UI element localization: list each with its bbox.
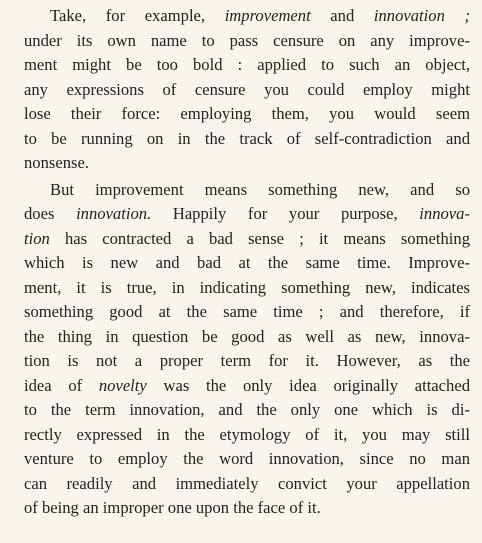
- text-line: [24, 496, 470, 521]
- text-run: the thing in question be good as well as new, innova-: [24, 326, 470, 346]
- text-run: of being an improper one upon the face of it.: [24, 498, 321, 517]
- text-line: [24, 29, 470, 54]
- text-run: something good at the same time ; and therefore, if: [24, 302, 470, 321]
- text-line: [24, 227, 470, 252]
- text-line: [24, 53, 470, 78]
- text-line: [24, 4, 470, 29]
- text-line: [24, 447, 470, 472]
- text-run: to the term innovation, and the only one which is di-: [24, 400, 470, 419]
- text-run: any expressions of censure you could employ might: [24, 79, 470, 99]
- text-line: [24, 78, 470, 103]
- text-line: [24, 325, 470, 350]
- text-run: But improvement means something new, and so: [50, 179, 470, 199]
- text-run: ment might be too bold : applied to such an object,: [24, 55, 470, 74]
- text-run: has contracted a bad sense ; it means something: [49, 228, 470, 248]
- text-body: [24, 4, 470, 521]
- italic-text: innovation ;: [373, 6, 471, 25]
- text-run: does: [24, 204, 77, 223]
- text-line: [24, 251, 470, 276]
- text-run: idea of: [24, 375, 99, 395]
- text-line: [24, 102, 470, 127]
- italic-text: novelty: [98, 375, 147, 395]
- italic-text: innova-: [419, 204, 470, 223]
- text-run: venture to employ the word innovation, since no man: [24, 449, 470, 468]
- text-run: lose their force: employing them, you would seem: [24, 104, 470, 123]
- text-run: under its own name to pass censure on any improve-: [24, 30, 470, 50]
- italic-text: innovation.: [76, 204, 152, 223]
- text-run: which is new and bad at the same time. Improve-: [24, 253, 470, 272]
- italic-text: improvement: [224, 6, 311, 25]
- text-line: [24, 349, 470, 374]
- text-line: [24, 398, 470, 423]
- text-line: [24, 151, 470, 176]
- text-run: can readily and immediately convict your appellation: [24, 473, 470, 493]
- text-run: and: [310, 6, 374, 25]
- text-line: [24, 300, 470, 325]
- text-run: ment, it is true, in indicating something new, indicates: [24, 277, 470, 297]
- text-run: to be running on in the track of self-contradiction and: [24, 128, 470, 148]
- text-run: tion is not a proper term for it. However, as the: [24, 351, 470, 370]
- text-line: [24, 178, 470, 203]
- text-line: [24, 202, 470, 227]
- text-line: [24, 276, 470, 301]
- paragraph-1: [24, 4, 470, 176]
- text-run: rectly expressed in the etymology of it, you may still: [24, 424, 470, 444]
- text-line: [24, 374, 470, 399]
- paragraph-2: [24, 178, 470, 521]
- text-line: [24, 127, 470, 152]
- text-line: [24, 472, 470, 497]
- italic-text: tion: [24, 228, 50, 248]
- text-run: Take, for example,: [50, 6, 225, 25]
- text-run: nonsense.: [24, 153, 89, 172]
- text-run: Happily for your purpose,: [151, 204, 420, 223]
- text-run: was the only idea originally attached: [146, 375, 470, 395]
- text-line: [24, 423, 470, 448]
